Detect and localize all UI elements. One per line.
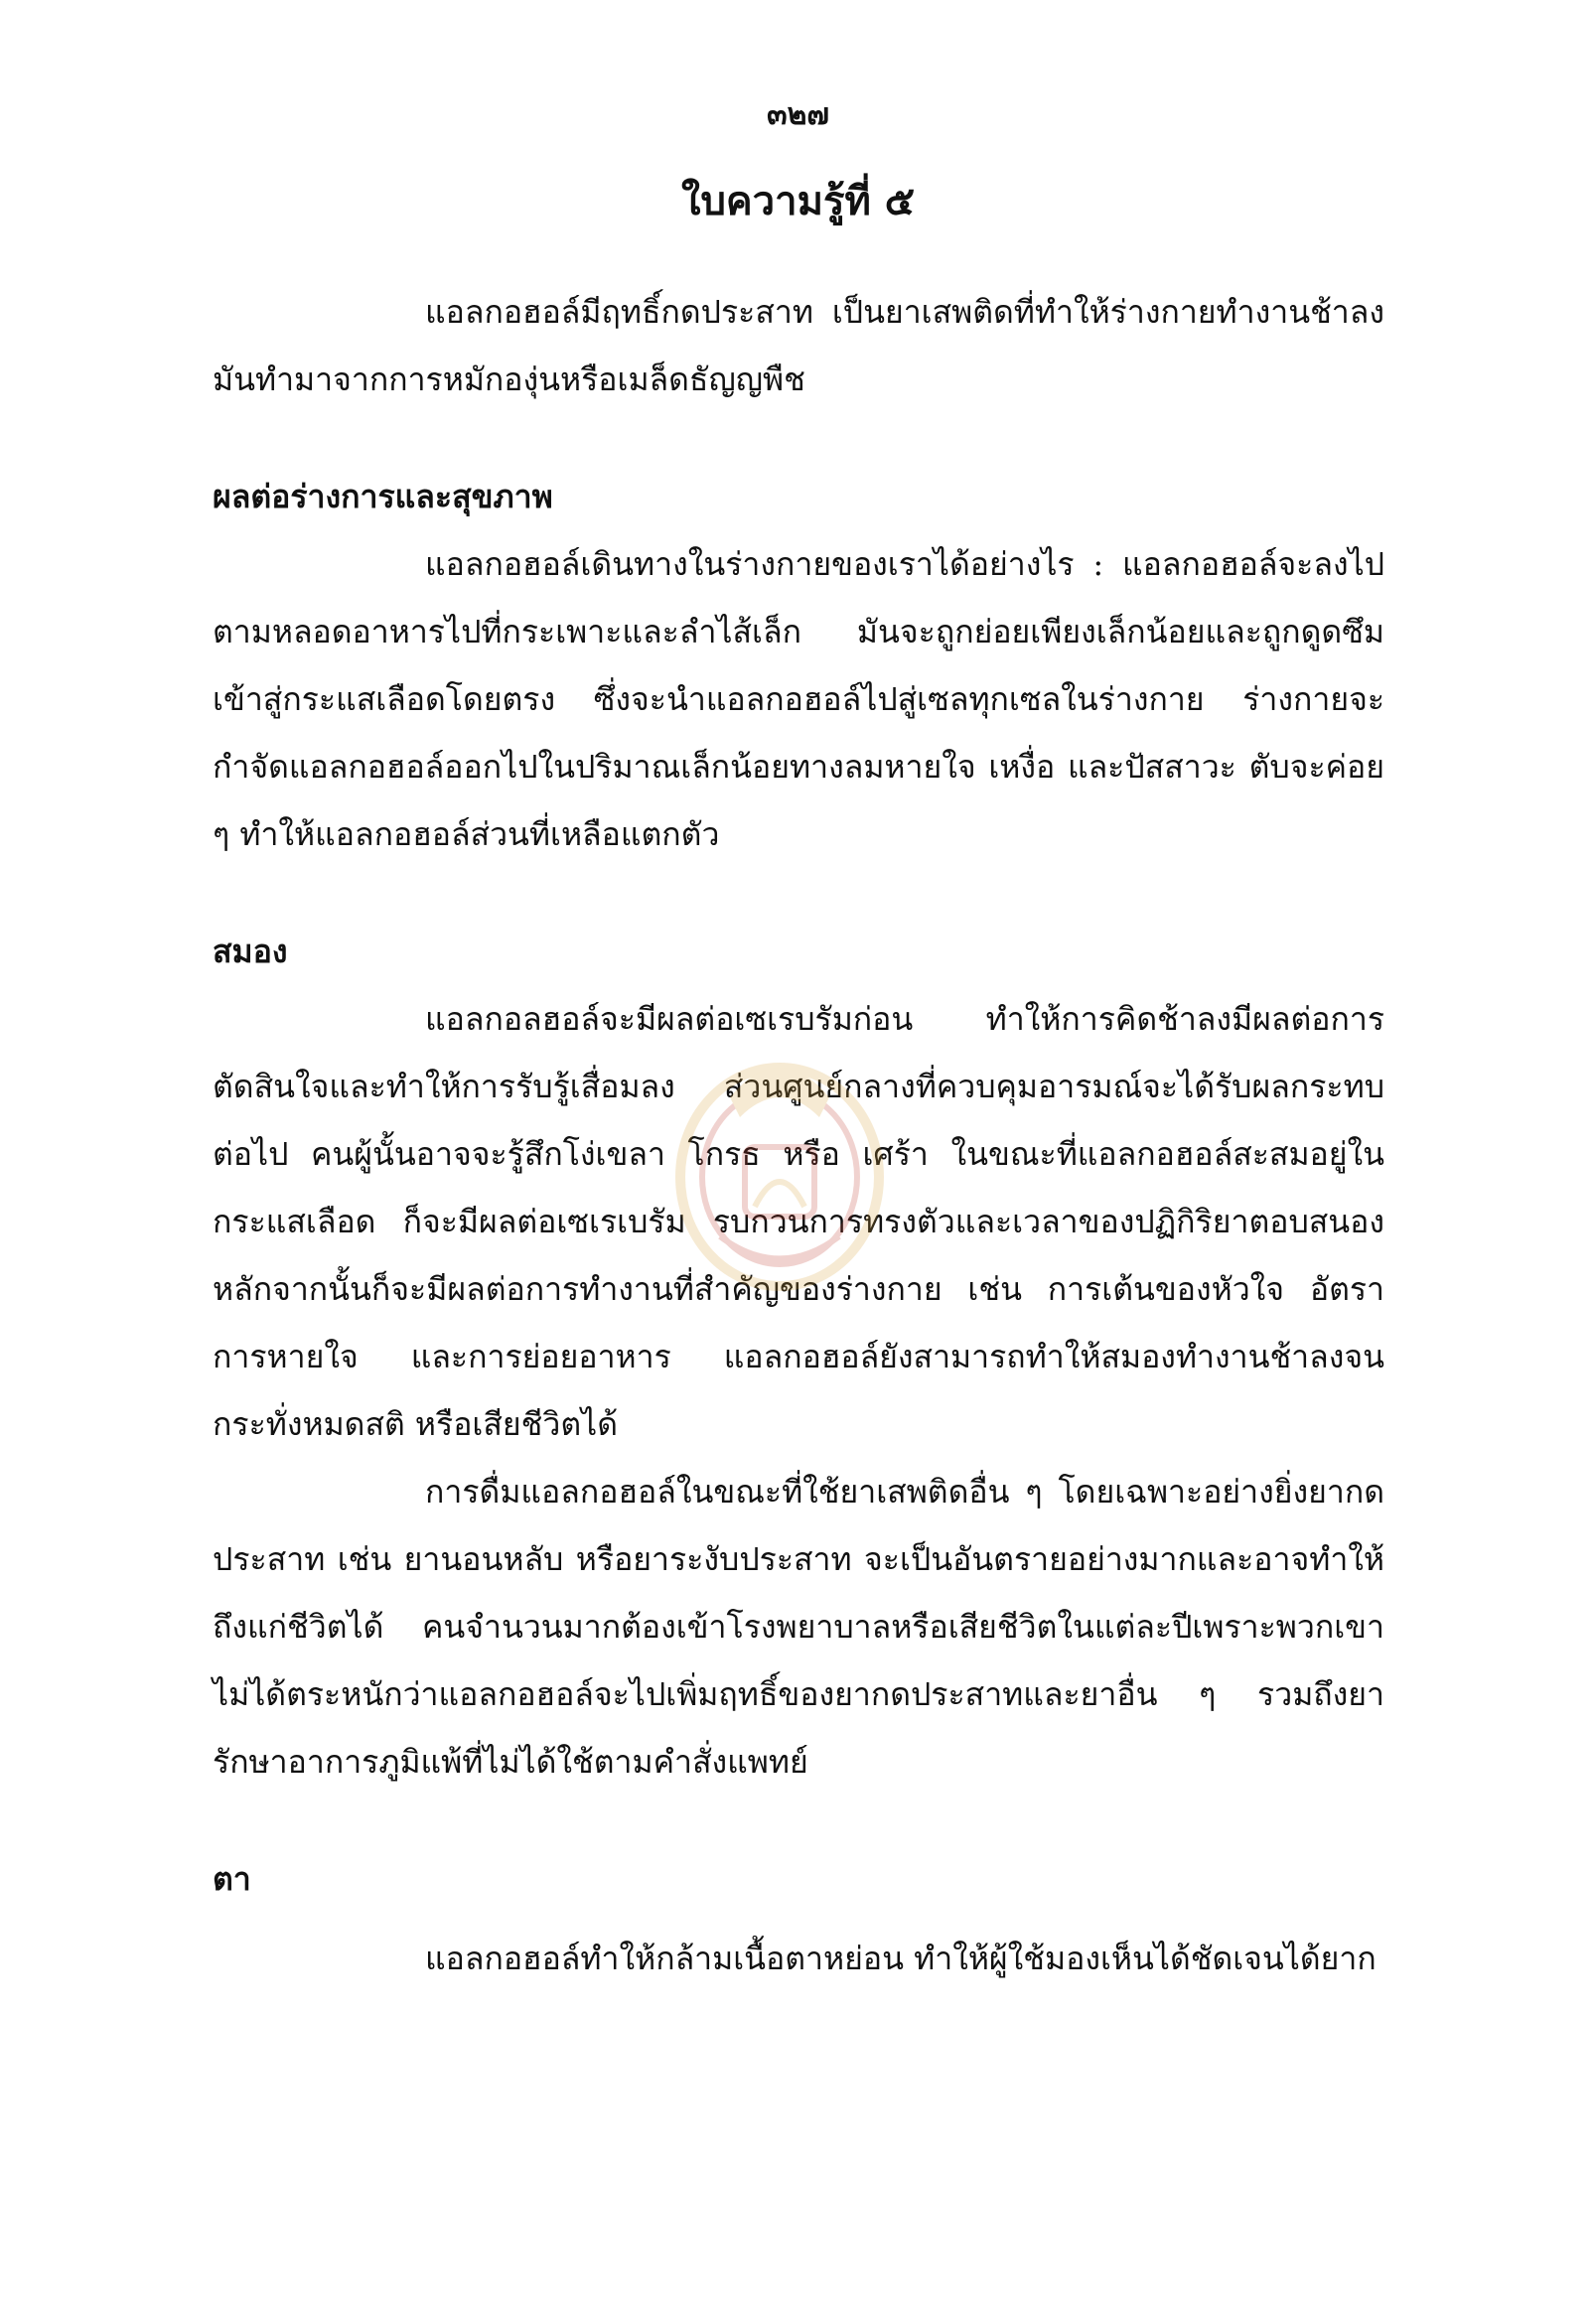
document-body [213, 278, 1384, 1992]
page-number: ๓๒๗ [767, 97, 829, 132]
section-heading-health-effects: ผลต่อร่างการและสุขภาพ [213, 478, 553, 515]
eyes-paragraph: แอลกอฮอล์ทำให้กล้ามเนื้อตาหย่อน ทำให้ผู้ใช้มองเห็นได้ชัดเจนได้ยาก [425, 1940, 1377, 1977]
intro-paragraph: แอลกอฮอล์มีฤทธิ์กดประสาท เป็นยาเสพติดที่ทำให้ร่างกายทำงานช้าลง มันทำมาจากการหมักองุ่นหรือเมล็ดธัญญพืช [213, 293, 1384, 398]
section-heading-eyes: ตา [213, 1860, 251, 1898]
brain-paragraph-2: การดื่มแอลกอฮอล์ในขณะที่ใช้ยาเสพติดอื่น ๆ โดยเฉพาะอย่างยิ่งยากดประสาท เช่น ยานอนหลับ หรือยาระงับประสาท จะเป็นอันตรายอย่างมากและอาจทำให้ถึงแก่ชีวิตได้ คนจำนวนมากต้องเข้าโรงพยาบาลหรือเสียชีวิตในแต่ละปีเพราะพวกเขาไม่ได้ตระหนักว่าแอลกอฮอล์จะไปเพิ่มฤทธิ์ของยากดประสาทและยาอื่น ๆ รวมถึงยารักษาอาการภูมิแพ้ที่ไม่ได้ใช้ตามคำสั่งแพทย์ [213, 1473, 1384, 1781]
brain-paragraph-1: แอลกอลฮอล์จะมีผลต่อเซเรบรัมก่อน ทำให้การคิดช้าลงมีผลต่อการตัดสินใจและทำให้การรับรู้เสื่อมลง ส่วนศูนย์กลางที่ควบคุมอารมณ์จะได้รับผลกระทบต่อไป คนผู้นั้นอาจจะรู้สึกโง่เขลา โกรธ หรือ เศร้า ในขณะที่แอลกอฮอล์สะสมอยู่ในกระแสเลือด ก็จะมีผลต่อเซเรเบรัม รบกวนการทรงตัวและเวลาของปฏิกิริยาตอบสนอง หลักจากนั้นก็จะมีผลต่อการทำงานที่สำคัญของร่างกาย เช่น การเต้นของหัวใจ อัตราการหายใจ และการย่อยอาหาร แอลกอฮอล์ยังสามารถทำให้สมองทำงานช้าลงจนกระทั่งหมดสติ หรือเสียชีวิตได้ [213, 1000, 1384, 1443]
section-heading-brain: สมอง [213, 933, 288, 970]
health-effects-paragraph: แอลกอฮอล์เดินทางในร่างกายของเราได้อย่างไร : แอลกอฮอล์จะลงไปตามหลอดอาหารไปที่กระเพาะและลำไส้เล็ก มันจะถูกย่อยเพียงเล็กน้อยและถูกดูดซึมเข้าสู่กระแสเลือดโดยตรง ซึ่งจะนำแอลกอฮอล์ไปสู่เซลทุกเซลในร่างกาย ร่างกายจะกำจัดแอลกอฮอล์ออกไปในปริมาณเล็กน้อยทางลมหายใจ เหงื่อ และปัสสาวะ ตับจะค่อย ๆ ทำให้แอลกอฮอล์ส่วนที่เหลือแตกตัว [213, 545, 1384, 853]
document-title: ใบความรู้ที่ ๕ [680, 178, 916, 224]
